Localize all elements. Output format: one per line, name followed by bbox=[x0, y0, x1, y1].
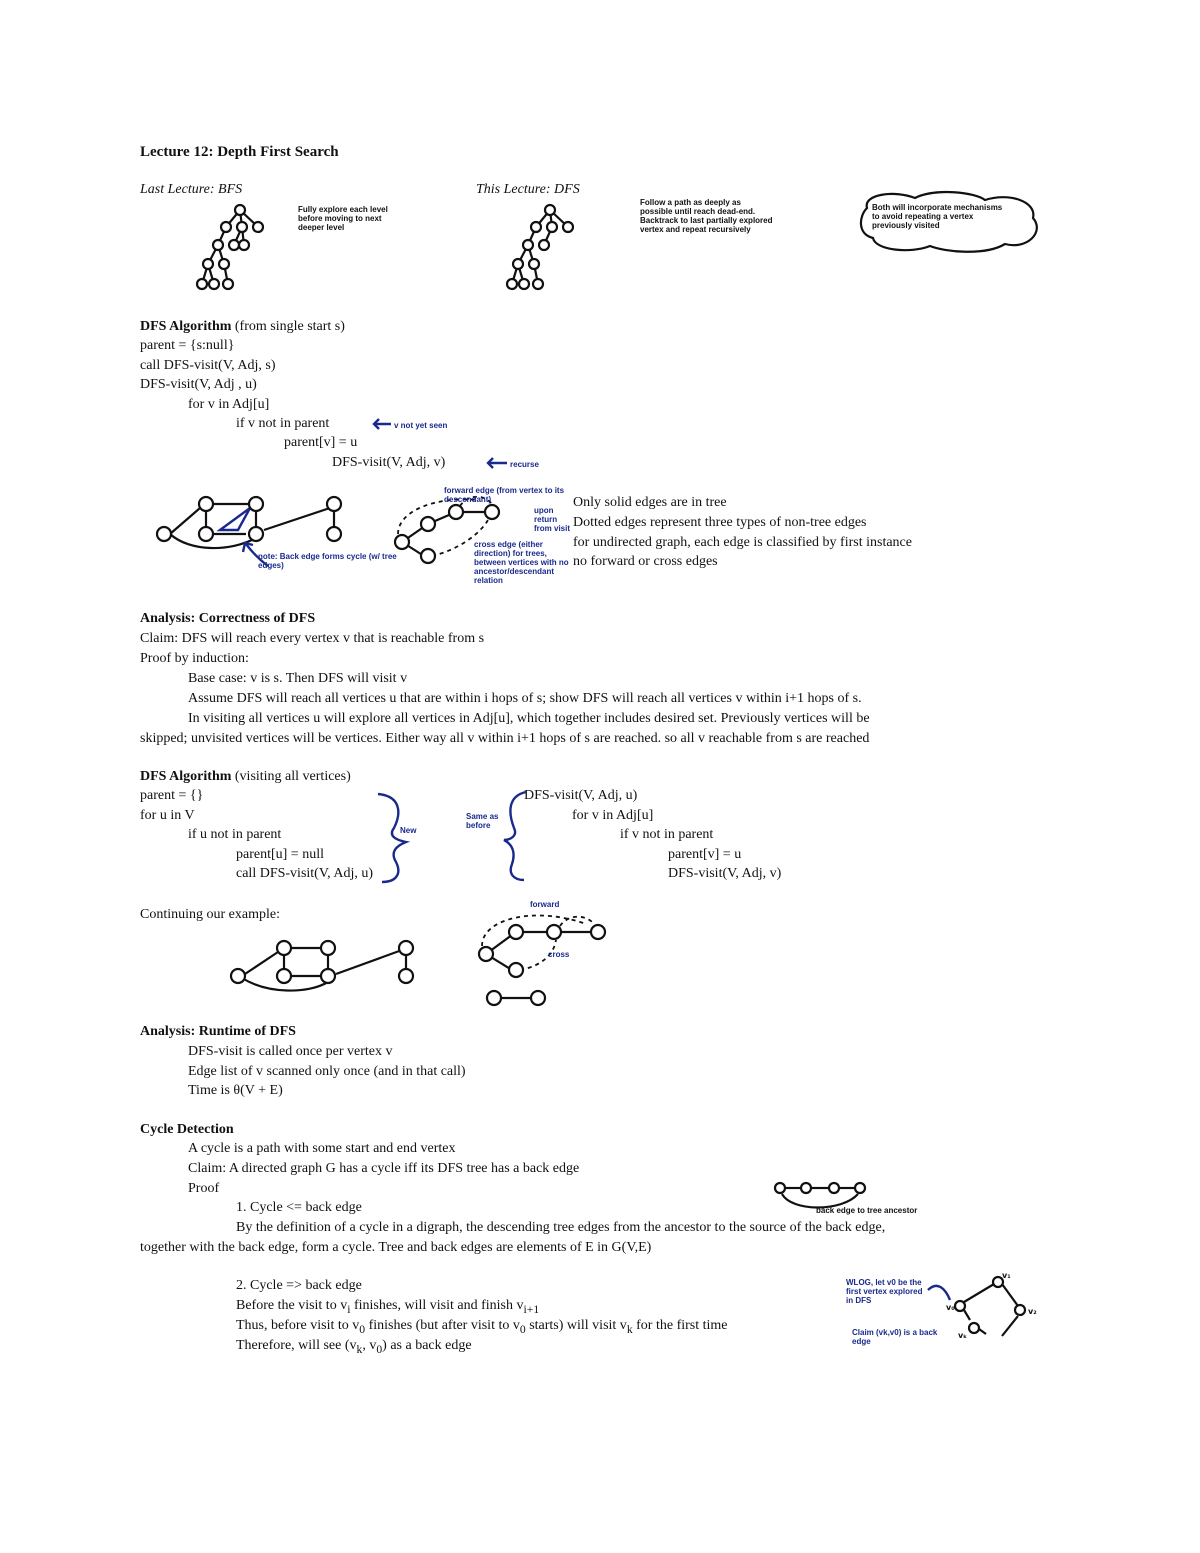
code-line: parent[v] = u bbox=[284, 435, 358, 450]
code-line: for v in Adj[u] bbox=[572, 808, 654, 823]
note-same: Same as before bbox=[466, 812, 499, 830]
edge-note: for undirected graph, each edge is classified by first instance bbox=[573, 535, 912, 550]
code-line: parent[u] = null bbox=[236, 847, 324, 862]
arrow-left-icon bbox=[372, 418, 392, 430]
note-forward-edge-2: forward bbox=[530, 900, 560, 909]
cycle-line: together with the back edge, form a cycle. Tree and back edges are elements of E in G(V,E) bbox=[140, 1240, 652, 1255]
bfs-tree-figure bbox=[178, 200, 298, 300]
runtime-line: Time is θ(V + E) bbox=[188, 1083, 283, 1098]
cloud-note: Both will incorporate mechanisms to avoid repeating a vertex previously visited bbox=[872, 203, 1003, 230]
txt: Before the visit to v bbox=[236, 1298, 348, 1313]
correctness-line: Proof by induction: bbox=[140, 651, 249, 666]
code-line: parent = {} bbox=[140, 788, 204, 803]
edge-note: Only solid edges are in tree bbox=[573, 495, 727, 510]
code-line: DFS-visit(V, Adj, v) bbox=[332, 455, 446, 470]
cycle-line: 2. Cycle => back edge bbox=[236, 1278, 362, 1293]
code-line: for v in Adj[u] bbox=[188, 397, 270, 412]
cloud-outline bbox=[855, 188, 1045, 258]
note-claim: Claim (vk,v0) is a back edge bbox=[852, 1328, 938, 1346]
cycle-line-therefore bbox=[236, 1337, 472, 1359]
dfs-single-heading-bold: DFS Algorithm bbox=[140, 319, 232, 334]
example-graph-2 bbox=[228, 938, 428, 998]
cycle-line: A cycle is a path with some start and end vertex bbox=[188, 1141, 456, 1156]
code-line: DFS-visit(V, Adj, u) bbox=[524, 788, 638, 803]
edge-note: Dotted edges represent three types of non-tree edges bbox=[573, 515, 867, 530]
correctness-line: skipped; unvisited vertices will be vertices. Either way all v within i+1 hops of s are reached. so all v reachable from s are reached bbox=[140, 731, 870, 746]
cycle-line: Claim: A directed graph G has a cycle iff its DFS tree has a back edge bbox=[188, 1161, 580, 1176]
last-lecture-label: Last Lecture: BFS bbox=[140, 182, 243, 197]
code-line: parent = {s:null} bbox=[140, 338, 235, 353]
txt: for the first time bbox=[632, 1318, 728, 1333]
note-cross-edge-2: cross bbox=[548, 950, 570, 959]
cycle-line-thus bbox=[236, 1317, 728, 1339]
runtime-line: DFS-visit is called once per vertex v bbox=[188, 1044, 393, 1059]
dfs-tree-figure bbox=[488, 200, 608, 300]
correctness-line: Base case: v is s. Then DFS will visit v bbox=[188, 671, 408, 686]
note-back-edge-ancestor: back edge to tree ancestor bbox=[816, 1206, 918, 1215]
svg-text:v₂: v₂ bbox=[1028, 1307, 1037, 1316]
code-line: for u in V bbox=[140, 808, 195, 823]
note-cross-edge: cross edge (either direction) for trees, between vertices with no ancestor/descendant relation bbox=[474, 540, 569, 585]
code-line: call DFS-visit(V, Adj, u) bbox=[236, 866, 374, 881]
edge-note: no forward or cross edges bbox=[573, 554, 718, 569]
sub: k bbox=[626, 1322, 633, 1336]
txt: ) as a back edge bbox=[382, 1338, 472, 1353]
note-back-edge: note: Back edge forms cycle (w/ tree edges) bbox=[258, 552, 397, 570]
cycle-line-before bbox=[236, 1297, 539, 1319]
sub: 0 bbox=[376, 1342, 383, 1356]
sub: k bbox=[356, 1342, 363, 1356]
dfs-all-heading-bold: DFS Algorithm bbox=[140, 769, 232, 784]
sub: i+1 bbox=[523, 1302, 540, 1316]
dfs-single-heading bbox=[140, 318, 345, 336]
note-not-seen: v not yet seen bbox=[394, 421, 448, 430]
runtime-line: Edge list of v scanned only once (and in that call) bbox=[188, 1064, 466, 1079]
cycle-figure bbox=[932, 1270, 1052, 1350]
code-line: call DFS-visit(V, Adj, s) bbox=[140, 358, 276, 373]
dfs-all-heading-suffix: (visiting all vertices) bbox=[231, 769, 351, 784]
continuing-label: Continuing our example: bbox=[140, 907, 280, 922]
cycle-heading: Cycle Detection bbox=[140, 1122, 234, 1137]
note-new: New bbox=[400, 826, 417, 835]
note-forward-edge: forward edge (from vertex to its descendant) bbox=[444, 486, 565, 504]
txt: finishes (but after visit to v bbox=[365, 1318, 520, 1333]
bfs-note: Fully explore each level before moving to next deeper level bbox=[298, 205, 388, 232]
correctness-line: In visiting all vertices u will explore all vertices in Adj[u], which together includes desired set. Previously vertices will be bbox=[188, 711, 870, 726]
page-title: Lecture 12: Depth First Search bbox=[140, 144, 339, 160]
dfs-single-heading-suffix: (from single start s) bbox=[231, 319, 345, 334]
dfs-note: Follow a path as deeply as possible until reach dead-end. Backtrack to last partially explored vertex and repeat recursively bbox=[640, 198, 773, 234]
note-wlog: WLOG, let v0 be the first vertex explored in DFS bbox=[846, 1278, 923, 1305]
runtime-heading: Analysis: Runtime of DFS bbox=[140, 1024, 296, 1039]
code-line: if u not in parent bbox=[188, 827, 282, 842]
note-first-instance: upon return from visit bbox=[534, 506, 571, 533]
txt: starts) will visit v bbox=[525, 1318, 627, 1333]
code-line: DFS-visit(V, Adj, v) bbox=[668, 866, 782, 881]
txt: Therefore, will see (v bbox=[236, 1338, 357, 1353]
dfs-all-heading bbox=[140, 768, 351, 786]
code-line: DFS-visit(V, Adj , u) bbox=[140, 377, 257, 392]
code-line: parent[v] = u bbox=[668, 847, 742, 862]
svg-text:v₀: v₀ bbox=[946, 1303, 955, 1312]
code-line: if v not in parent bbox=[620, 827, 714, 842]
cycle-line: Proof bbox=[188, 1181, 220, 1196]
txt: , v bbox=[362, 1338, 377, 1353]
sub: i bbox=[347, 1302, 351, 1316]
svg-text:vₖ: vₖ bbox=[958, 1331, 968, 1340]
correctness-line: Claim: DFS will reach every vertex v that is reachable from s bbox=[140, 631, 485, 646]
left-brace-icon bbox=[502, 790, 532, 882]
sub: 0 bbox=[519, 1322, 526, 1336]
right-brace-icon bbox=[372, 792, 412, 884]
cycle-line: By the definition of a cycle in a digraph, the descending tree edges from the ancestor to the source of the back edge, bbox=[236, 1220, 886, 1235]
svg-text:v₁: v₁ bbox=[1002, 1271, 1011, 1280]
arrow-left-icon bbox=[486, 457, 508, 469]
note-recurse: recurse bbox=[510, 460, 539, 469]
code-line: if v not in parent bbox=[236, 416, 330, 431]
cycle-line: 1. Cycle <= back edge bbox=[236, 1200, 362, 1215]
txt: finishes, will visit and finish v bbox=[350, 1298, 524, 1313]
correctness-line: Assume DFS will reach all vertices u that are within i hops of s; show DFS will reach all vertices v within i+1 hops of s. bbox=[188, 691, 862, 706]
txt: Thus, before visit to v bbox=[236, 1318, 360, 1333]
this-lecture-label: This Lecture: DFS bbox=[476, 182, 580, 197]
sub: 0 bbox=[359, 1322, 366, 1336]
correctness-heading: Analysis: Correctness of DFS bbox=[140, 611, 316, 626]
